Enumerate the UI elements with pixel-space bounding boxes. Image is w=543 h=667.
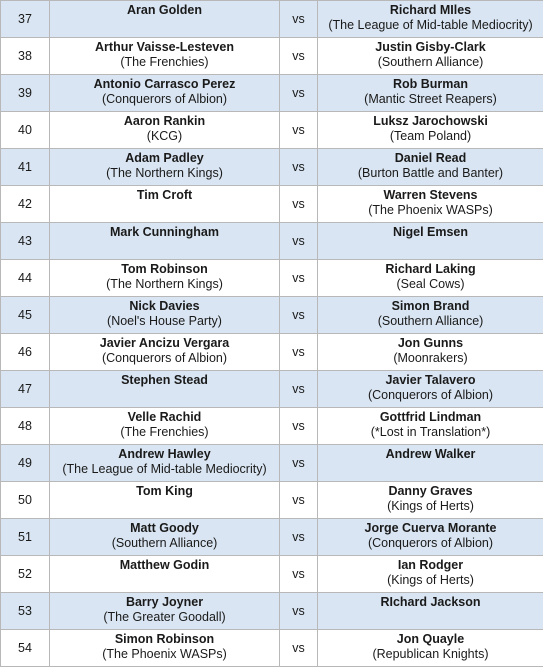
player-1-cell	[50, 260, 280, 297]
vs-label: vs	[280, 75, 318, 112]
player-1-cell	[50, 297, 280, 334]
player-1-cell	[50, 334, 280, 371]
player-1-team: (Conquerors of Albion)	[101, 91, 228, 106]
player-2-name: Luksz Jarochowski	[373, 113, 488, 128]
player-2-team: (Kings of Herts)	[387, 498, 474, 513]
player-1-cell	[50, 593, 280, 630]
vs-label: vs	[280, 260, 318, 297]
player-1-team: (Southern Alliance)	[111, 535, 218, 550]
player-2-name: Warren Stevens	[383, 187, 478, 202]
player-2-name: Danny Graves	[388, 483, 473, 498]
table-row	[1, 149, 543, 186]
player-2-team: (The League of Mid-table Mediocrity)	[328, 17, 533, 32]
player-2-team: (Team Poland)	[389, 128, 472, 143]
table-number: 38	[1, 38, 50, 75]
table-row	[1, 38, 543, 75]
vs-label: vs	[280, 297, 318, 334]
table-number: 41	[1, 149, 50, 186]
table-number: 47	[1, 371, 50, 408]
table-number: 44	[1, 260, 50, 297]
table-number: 40	[1, 112, 50, 149]
player-2-cell	[318, 334, 543, 371]
player-2-cell	[318, 593, 543, 630]
player-1-team: (The Phoenix WASPs)	[102, 646, 227, 661]
player-2-name: RIchard Jackson	[380, 594, 481, 609]
table-number: 53	[1, 593, 50, 630]
table-number: 51	[1, 519, 50, 556]
table-number: 48	[1, 408, 50, 445]
vs-label: vs	[280, 223, 318, 260]
player-2-cell	[318, 260, 543, 297]
table-row	[1, 186, 543, 223]
player-1-team: (The Northern Kings)	[106, 165, 223, 180]
player-1-cell	[50, 38, 280, 75]
player-1-cell	[50, 186, 280, 223]
player-1-cell	[50, 556, 280, 593]
player-2-team: (Kings of Herts)	[387, 572, 474, 587]
vs-label: vs	[280, 334, 318, 371]
player-2-name: Gottfrid Lindman	[379, 409, 482, 424]
player-2-cell	[318, 630, 543, 667]
player-1-name: Adam Padley	[125, 150, 204, 165]
vs-label: vs	[280, 630, 318, 667]
player-2-team: (Republican Knights)	[372, 646, 489, 661]
player-2-name: Ian Rodger	[397, 557, 464, 572]
player-1-cell	[50, 1, 280, 38]
player-2-name: Jon Gunns	[397, 335, 464, 350]
player-2-name: Javier Talavero	[385, 372, 476, 387]
player-2-cell	[318, 371, 543, 408]
vs-label: vs	[280, 1, 318, 38]
player-2-cell	[318, 482, 543, 519]
player-2-team: (Mantic Street Reapers)	[364, 91, 497, 106]
player-2-team: (Moonrakers)	[393, 350, 468, 365]
vs-label: vs	[280, 149, 318, 186]
player-2-name: Richard MIles	[389, 2, 472, 17]
player-1-cell	[50, 149, 280, 186]
table-number: 46	[1, 334, 50, 371]
vs-label: vs	[280, 556, 318, 593]
player-1-cell	[50, 408, 280, 445]
player-2-name: Jorge Cuerva Morante	[364, 520, 497, 535]
player-2-cell	[318, 445, 543, 482]
player-2-cell	[318, 38, 543, 75]
player-1-name: Matthew Godin	[119, 557, 210, 572]
player-2-name: Daniel Read	[394, 150, 467, 165]
player-1-name: Tom King	[136, 483, 193, 498]
player-1-cell	[50, 371, 280, 408]
vs-label: vs	[280, 408, 318, 445]
player-1-cell	[50, 75, 280, 112]
player-2-cell	[318, 297, 543, 334]
player-2-name: Andrew Walker	[385, 446, 476, 461]
player-1-name: Tom Robinson	[121, 261, 208, 276]
table-row	[1, 445, 543, 482]
player-1-name: Aaron Rankin	[123, 113, 206, 128]
table-number: 52	[1, 556, 50, 593]
player-1-team: (The Northern Kings)	[106, 276, 223, 291]
player-1-team: (KCG)	[146, 128, 183, 143]
player-1-name: Tim Croft	[136, 187, 193, 202]
player-1-team: (The Greater Goodall)	[103, 609, 226, 624]
vs-label: vs	[280, 371, 318, 408]
table-row	[1, 371, 543, 408]
table-row	[1, 223, 543, 260]
player-2-name: Rob Burman	[393, 76, 468, 91]
player-2-cell	[318, 186, 543, 223]
table-row	[1, 297, 543, 334]
player-2-team: (Southern Alliance)	[377, 313, 484, 328]
table-number: 54	[1, 630, 50, 667]
vs-label: vs	[280, 445, 318, 482]
table-row	[1, 334, 543, 371]
player-1-name: Stephen Stead	[121, 372, 208, 387]
player-2-team: (Burton Battle and Banter)	[357, 165, 504, 180]
player-2-cell	[318, 75, 543, 112]
player-1-team: (Conquerors of Albion)	[101, 350, 228, 365]
player-2-name: Justin Gisby-Clark	[375, 39, 486, 54]
player-2-team: (Conquerors of Albion)	[367, 535, 494, 550]
player-1-cell	[50, 482, 280, 519]
vs-label: vs	[280, 519, 318, 556]
player-2-cell	[318, 112, 543, 149]
vs-label: vs	[280, 593, 318, 630]
player-1-cell	[50, 112, 280, 149]
player-1-name: Antonio Carrasco Perez	[93, 76, 236, 91]
player-1-name: Nick Davies	[129, 298, 200, 313]
player-2-cell	[318, 408, 543, 445]
table-number: 50	[1, 482, 50, 519]
player-2-team: (Conquerors of Albion)	[367, 387, 494, 402]
player-1-name: Andrew Hawley	[118, 446, 211, 461]
player-2-cell	[318, 1, 543, 38]
table-row	[1, 556, 543, 593]
player-2-name: Nigel Emsen	[392, 224, 469, 239]
player-1-team: (Noel's House Party)	[107, 313, 222, 328]
vs-label: vs	[280, 186, 318, 223]
player-1-cell	[50, 519, 280, 556]
table-number: 37	[1, 1, 50, 38]
player-1-name: Velle Rachid	[127, 409, 202, 424]
vs-label: vs	[280, 482, 318, 519]
table-number: 43	[1, 223, 50, 260]
player-1-team: (The Frenchies)	[120, 424, 209, 439]
player-2-cell	[318, 149, 543, 186]
player-1-name: Mark Cunningham	[109, 224, 220, 239]
vs-label: vs	[280, 112, 318, 149]
table-row	[1, 75, 543, 112]
player-2-cell	[318, 556, 543, 593]
table-row	[1, 112, 543, 149]
player-2-name: Jon Quayle	[396, 631, 465, 646]
player-1-team: (The League of Mid-table Mediocrity)	[62, 461, 267, 476]
table-number: 42	[1, 186, 50, 223]
player-1-name: Matt Goody	[130, 520, 199, 535]
table-number: 45	[1, 297, 50, 334]
table-row	[1, 482, 543, 519]
player-2-team: (Southern Alliance)	[377, 54, 484, 69]
player-1-cell	[50, 630, 280, 667]
table-row	[1, 593, 543, 630]
table-row	[1, 408, 543, 445]
player-1-name: Arthur Vaisse-Lesteven	[95, 39, 234, 54]
player-1-name: Javier Ancizu Vergara	[99, 335, 230, 350]
table-row	[1, 630, 543, 667]
table-number: 39	[1, 75, 50, 112]
pairings-body	[1, 1, 543, 667]
player-2-team: (The Phoenix WASPs)	[368, 202, 493, 217]
vs-label: vs	[280, 38, 318, 75]
table-row	[1, 1, 543, 38]
player-1-name: Simon Robinson	[114, 631, 215, 646]
table-row	[1, 519, 543, 556]
player-2-team: (*Lost in Translation*)	[370, 424, 491, 439]
player-2-name: Richard Laking	[385, 261, 476, 276]
player-1-name: Aran Golden	[126, 2, 202, 17]
player-2-cell	[318, 519, 543, 556]
table-number: 49	[1, 445, 50, 482]
player-2-cell	[318, 223, 543, 260]
player-2-name: Simon Brand	[391, 298, 470, 313]
player-1-team: (The Frenchies)	[120, 54, 209, 69]
player-1-name: Barry Joyner	[125, 594, 204, 609]
table-row	[1, 260, 543, 297]
player-1-cell	[50, 445, 280, 482]
player-1-cell	[50, 223, 280, 260]
player-2-team: (Seal Cows)	[396, 276, 465, 291]
